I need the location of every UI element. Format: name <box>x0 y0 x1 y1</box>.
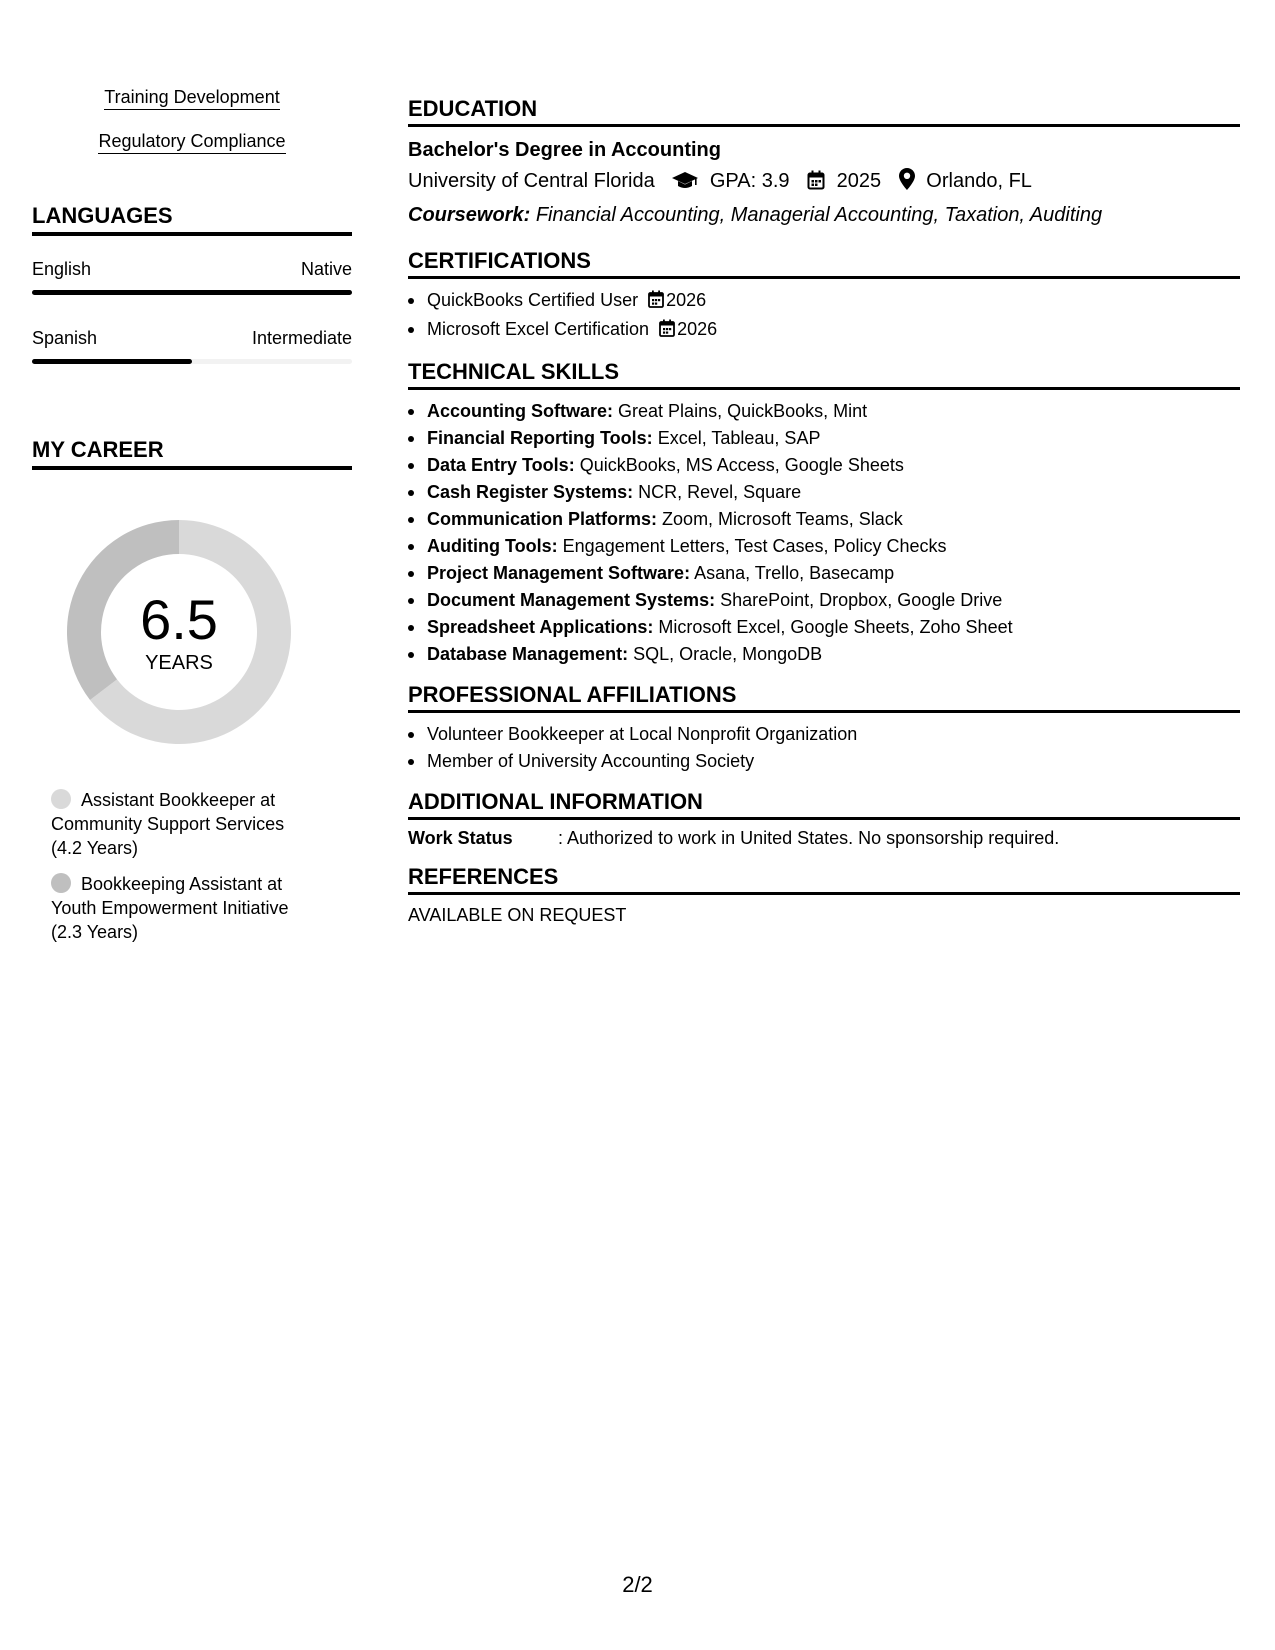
coursework-list: Financial Accounting, Managerial Accounting, Taxation, Auditing <box>535 204 1103 226</box>
page-number: 2/2 <box>622 1572 653 1597</box>
work-status-value: : Authorized to work in United States. No sponsorship required. <box>558 828 1060 848</box>
career-heading: MY CAREER <box>32 436 352 470</box>
skill-values: Zoom, Microsoft Teams, Slack <box>662 509 903 529</box>
career-legend <box>51 788 331 944</box>
skill-values: SharePoint, Dropbox, Google Drive <box>720 590 1003 610</box>
skill-values: NCR, Revel, Square <box>638 482 802 502</box>
certification-name: QuickBooks Certified User <box>427 290 639 310</box>
calendar-icon <box>648 289 664 316</box>
skill-category: Cash Register Systems: <box>427 482 634 502</box>
technical-skills-heading: TECHNICAL SKILLS <box>408 359 1240 390</box>
skill-category: Communication Platforms: <box>427 509 658 529</box>
skill-category: Accounting Software: <box>427 401 614 421</box>
list-item <box>408 425 1240 452</box>
skill-tag: Training Development <box>104 86 279 110</box>
main-content <box>408 96 1240 927</box>
language-level: Intermediate <box>251 328 352 348</box>
language-english <box>32 258 352 295</box>
language-name: Spanish <box>32 328 98 348</box>
skill-category: Financial Reporting Tools: <box>427 428 653 448</box>
skill-category: Auditing Tools: <box>427 536 558 556</box>
list-item <box>408 506 1240 533</box>
skill-values: Asana, Trello, Basecamp <box>694 563 895 583</box>
career-total-years: 6.5 <box>140 588 218 651</box>
references-text: AVAILABLE ON REQUEST <box>408 905 627 925</box>
education-coursework <box>408 202 1240 228</box>
certification-name: Microsoft Excel Certification <box>427 319 650 339</box>
graduation-cap-icon <box>672 170 698 197</box>
additional-info-heading: ADDITIONAL INFORMATION <box>408 789 1240 820</box>
certification-year: 2026 <box>677 319 718 339</box>
skill-values: QuickBooks, MS Access, Google Sheets <box>579 455 904 475</box>
language-level: Native <box>300 259 352 279</box>
career-duration: (4.2 Years) <box>51 838 139 858</box>
calendar-icon <box>807 170 825 197</box>
list-item <box>408 614 1240 641</box>
affiliations-list <box>408 721 1240 775</box>
certifications-list <box>408 287 1240 345</box>
career-donut-chart <box>59 512 299 752</box>
list-item: Volunteer Bookkeeper at Local Nonprofit Organization <box>408 721 1240 748</box>
calendar-icon <box>659 318 675 345</box>
skill-values: Microsoft Excel, Google Sheets, Zoho Sheet <box>658 617 1013 637</box>
list-item <box>408 587 1240 614</box>
list-item <box>408 479 1240 506</box>
coursework-label: Coursework: <box>408 204 531 226</box>
language-proficiency-fill <box>32 359 192 364</box>
skill-values: Excel, Tableau, SAP <box>657 428 821 448</box>
list-item <box>408 641 1240 668</box>
list-item <box>408 452 1240 479</box>
education-degree: Bachelor's Degree in Accounting <box>408 139 721 161</box>
education-gpa: GPA: 3.9 <box>709 170 790 192</box>
skill-category: Spreadsheet Applications: <box>427 617 654 637</box>
skill-category: Database Management: <box>427 644 629 664</box>
skill-values: Engagement Letters, Test Cases, Policy Checks <box>562 536 947 556</box>
sidebar <box>32 86 352 956</box>
career-item <box>51 872 331 944</box>
work-status-label: Work Status <box>408 828 513 848</box>
skill-category: Document Management Systems: <box>427 590 716 610</box>
language-proficiency-fill <box>32 290 352 295</box>
language-spanish <box>32 327 352 364</box>
skill-tag: Regulatory Compliance <box>98 130 285 154</box>
skill-values: Great Plains, QuickBooks, Mint <box>618 401 868 421</box>
list-item <box>408 287 1240 316</box>
language-proficiency-bar <box>32 290 352 295</box>
education-year: 2025 <box>836 170 882 192</box>
certifications-heading: CERTIFICATIONS <box>408 248 1240 279</box>
education-meta <box>408 168 1240 197</box>
legend-dot-icon <box>51 789 71 809</box>
list-item <box>408 560 1240 587</box>
certification-year: 2026 <box>666 290 707 310</box>
work-status-row <box>408 826 1240 850</box>
legend-dot-icon <box>51 873 71 893</box>
career-title: Bookkeeping Assistant at Youth Empowerment Initiative <box>51 874 289 918</box>
career-title: Assistant Bookkeeper at Community Support Services <box>51 790 285 834</box>
education-heading: EDUCATION <box>408 96 1240 127</box>
career-duration: (2.3 Years) <box>51 922 139 942</box>
references-heading: REFERENCES <box>408 864 1240 895</box>
list-item: Member of University Accounting Society <box>408 748 1240 775</box>
list-item <box>408 316 1240 345</box>
education-location: Orlando, FL <box>926 170 1032 192</box>
technical-skills-list <box>408 398 1240 668</box>
list-item <box>408 398 1240 425</box>
skill-values: SQL, Oracle, MongoDB <box>633 644 823 664</box>
career-total-unit: YEARS <box>145 652 213 674</box>
career-item <box>51 788 331 860</box>
language-proficiency-bar <box>32 359 352 364</box>
skill-tags <box>32 86 352 174</box>
education-school: University of Central Florida <box>408 170 655 192</box>
list-item <box>408 533 1240 560</box>
languages-heading: LANGUAGES <box>32 202 352 236</box>
skill-category: Data Entry Tools: <box>427 455 575 475</box>
affiliations-heading: PROFESSIONAL AFFILIATIONS <box>408 682 1240 713</box>
location-pin-icon <box>899 168 915 197</box>
language-name: English <box>32 259 92 279</box>
skill-category: Project Management Software: <box>427 563 691 583</box>
